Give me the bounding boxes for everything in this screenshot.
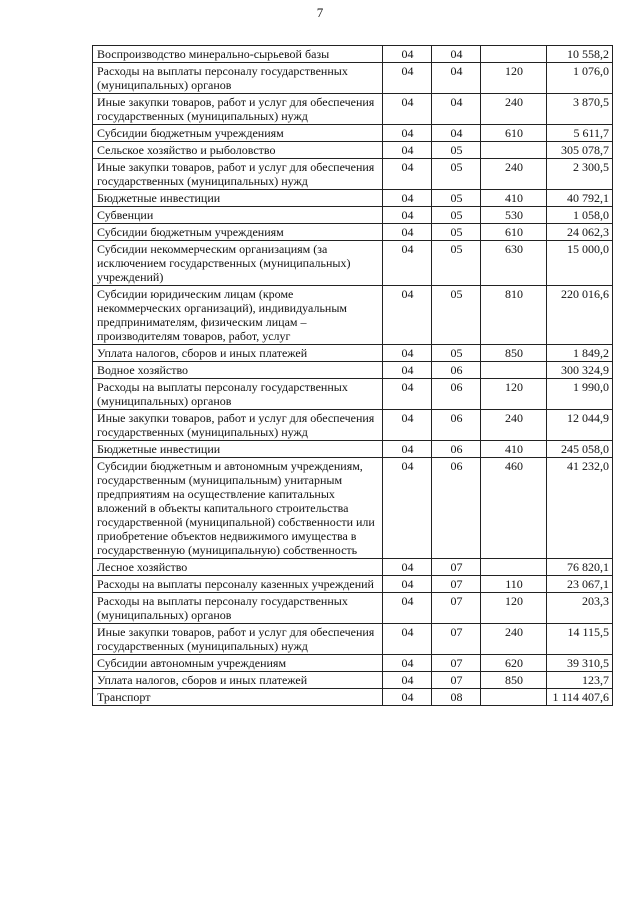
row-amount-cell: 41 232,0 [547,458,613,559]
row-name-cell: Транспорт [93,689,383,706]
row-section-cell: 04 [383,458,432,559]
row-section-cell: 04 [383,379,432,410]
table-row [93,410,613,441]
table-row [93,689,613,706]
row-name-cell: Расходы на выплаты персоналу казенных учреждений [93,576,383,593]
row-subsection-cell: 06 [432,441,481,458]
row-amount-cell: 245 058,0 [547,441,613,458]
table-row [93,441,613,458]
table-row [93,142,613,159]
row-amount-cell: 24 062,3 [547,224,613,241]
row-name-cell: Субсидии некоммерческим организациям (за исключением государственных (муниципальных) учреждений) [93,241,383,286]
row-subsection-cell: 04 [432,94,481,125]
row-subsection-cell: 06 [432,458,481,559]
row-expense-type-cell: 630 [481,241,547,286]
row-section-cell: 04 [383,94,432,125]
row-expense-type-cell: 530 [481,207,547,224]
row-name-cell: Бюджетные инвестиции [93,190,383,207]
table-row [93,94,613,125]
row-amount-cell: 300 324,9 [547,362,613,379]
table-row [93,655,613,672]
table-row [93,190,613,207]
row-expense-type-cell [481,689,547,706]
row-amount-cell: 1 990,0 [547,379,613,410]
table-row [93,224,613,241]
row-section-cell: 04 [383,142,432,159]
row-expense-type-cell: 850 [481,345,547,362]
row-expense-type-cell [481,559,547,576]
row-section-cell: 04 [383,655,432,672]
row-amount-cell: 39 310,5 [547,655,613,672]
row-expense-type-cell: 120 [481,63,547,94]
row-expense-type-cell: 240 [481,94,547,125]
row-name-cell: Субсидии бюджетным и автономным учреждениям, государственным (муниципальным) унитарным предприятиям на осуществление капитальных вложений в объекты капитального строительства государственной (муниципальной) собственности или приобретение объектов недвижимого имущества в государственную (муниципальную) собственность [93,458,383,559]
row-name-cell: Лесное хозяйство [93,559,383,576]
table-row [93,345,613,362]
table-row [93,207,613,224]
row-subsection-cell: 07 [432,576,481,593]
row-section-cell: 04 [383,559,432,576]
table-row [93,576,613,593]
row-expense-type-cell: 610 [481,125,547,142]
row-section-cell: 04 [383,224,432,241]
row-subsection-cell: 05 [432,286,481,345]
row-subsection-cell: 06 [432,379,481,410]
row-subsection-cell: 06 [432,410,481,441]
row-section-cell: 04 [383,207,432,224]
row-expense-type-cell: 410 [481,190,547,207]
row-name-cell: Субсидии юридическим лицам (кроме некоммерческих организаций), индивидуальным предпринимателям, физическим лицам – производителям товаров, работ, услуг [93,286,383,345]
table-row [93,379,613,410]
row-subsection-cell: 04 [432,63,481,94]
row-section-cell: 04 [383,46,432,63]
row-name-cell: Субсидии автономным учреждениям [93,655,383,672]
row-section-cell: 04 [383,362,432,379]
row-amount-cell: 123,7 [547,672,613,689]
row-name-cell: Уплата налогов, сборов и иных платежей [93,672,383,689]
row-amount-cell: 2 300,5 [547,159,613,190]
row-amount-cell: 14 115,5 [547,624,613,655]
row-expense-type-cell: 850 [481,672,547,689]
row-amount-cell: 1 076,0 [547,63,613,94]
row-subsection-cell: 05 [432,224,481,241]
row-expense-type-cell: 110 [481,576,547,593]
row-section-cell: 04 [383,576,432,593]
row-name-cell: Иные закупки товаров, работ и услуг для обеспечения государственных (муниципальных) нужд [93,159,383,190]
row-section-cell: 04 [383,345,432,362]
row-name-cell: Иные закупки товаров, работ и услуг для обеспечения государственных (муниципальных) нужд [93,624,383,655]
row-name-cell: Водное хозяйство [93,362,383,379]
row-amount-cell: 15 000,0 [547,241,613,286]
row-subsection-cell: 07 [432,624,481,655]
row-section-cell: 04 [383,410,432,441]
table-row [93,559,613,576]
row-subsection-cell: 04 [432,125,481,142]
row-section-cell: 04 [383,190,432,207]
row-subsection-cell: 08 [432,689,481,706]
row-expense-type-cell: 620 [481,655,547,672]
row-section-cell: 04 [383,63,432,94]
row-subsection-cell: 07 [432,559,481,576]
row-expense-type-cell: 240 [481,159,547,190]
row-amount-cell: 1 058,0 [547,207,613,224]
row-subsection-cell: 07 [432,672,481,689]
row-amount-cell: 203,3 [547,593,613,624]
row-expense-type-cell: 120 [481,593,547,624]
row-expense-type-cell: 460 [481,458,547,559]
row-amount-cell: 12 044,9 [547,410,613,441]
row-name-cell: Субсидии бюджетным учреждениям [93,125,383,142]
row-subsection-cell: 06 [432,362,481,379]
row-expense-type-cell [481,362,547,379]
row-amount-cell: 5 611,7 [547,125,613,142]
row-name-cell: Расходы на выплаты персоналу государственных (муниципальных) органов [93,63,383,94]
row-subsection-cell: 07 [432,655,481,672]
table-row [93,672,613,689]
row-section-cell: 04 [383,125,432,142]
page-number: 7 [316,5,324,20]
row-name-cell: Иные закупки товаров, работ и услуг для обеспечения государственных (муниципальных) нужд [93,94,383,125]
row-subsection-cell: 05 [432,207,481,224]
row-section-cell: 04 [383,286,432,345]
row-amount-cell: 1 114 407,6 [547,689,613,706]
row-name-cell: Расходы на выплаты персоналу государственных (муниципальных) органов [93,379,383,410]
row-name-cell: Бюджетные инвестиции [93,441,383,458]
row-name-cell: Субсидии бюджетным учреждениям [93,224,383,241]
row-expense-type-cell: 410 [481,441,547,458]
row-name-cell: Субвенции [93,207,383,224]
row-expense-type-cell: 610 [481,224,547,241]
row-subsection-cell: 05 [432,159,481,190]
row-section-cell: 04 [383,689,432,706]
row-section-cell: 04 [383,672,432,689]
row-section-cell: 04 [383,593,432,624]
table-row [93,624,613,655]
table-row [93,458,613,559]
row-section-cell: 04 [383,624,432,655]
table-row [93,362,613,379]
row-name-cell: Сельское хозяйство и рыболовство [93,142,383,159]
table-row [93,241,613,286]
row-name-cell: Воспроизводство минерально-сырьевой базы [93,46,383,63]
row-subsection-cell: 05 [432,190,481,207]
row-amount-cell: 10 558,2 [547,46,613,63]
row-name-cell: Иные закупки товаров, работ и услуг для обеспечения государственных (муниципальных) нужд [93,410,383,441]
row-name-cell: Уплата налогов, сборов и иных платежей [93,345,383,362]
row-subsection-cell: 05 [432,241,481,286]
table-row [93,46,613,63]
row-expense-type-cell: 810 [481,286,547,345]
row-expense-type-cell: 240 [481,624,547,655]
row-amount-cell: 3 870,5 [547,94,613,125]
row-expense-type-cell [481,142,547,159]
budget-table [92,45,613,706]
row-subsection-cell: 07 [432,593,481,624]
row-amount-cell: 220 016,6 [547,286,613,345]
row-subsection-cell: 05 [432,142,481,159]
row-amount-cell: 23 067,1 [547,576,613,593]
row-amount-cell: 76 820,1 [547,559,613,576]
table-row [93,159,613,190]
row-amount-cell: 305 078,7 [547,142,613,159]
row-subsection-cell: 04 [432,46,481,63]
row-amount-cell: 1 849,2 [547,345,613,362]
row-amount-cell: 40 792,1 [547,190,613,207]
row-section-cell: 04 [383,159,432,190]
row-expense-type-cell: 120 [481,379,547,410]
table-row [93,286,613,345]
row-expense-type-cell [481,46,547,63]
row-expense-type-cell: 240 [481,410,547,441]
table-row [93,63,613,94]
row-section-cell: 04 [383,241,432,286]
row-section-cell: 04 [383,441,432,458]
table-row [93,593,613,624]
budget-table-body [93,46,613,706]
row-subsection-cell: 05 [432,345,481,362]
table-row [93,125,613,142]
row-name-cell: Расходы на выплаты персоналу государственных (муниципальных) органов [93,593,383,624]
